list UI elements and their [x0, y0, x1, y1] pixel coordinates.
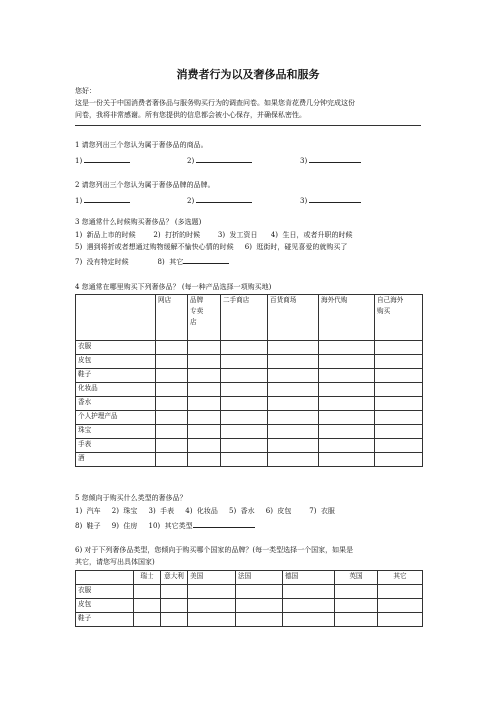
q1-answer-3: 3) [300, 155, 361, 166]
header-overseas-agent: 海外代购 [319, 295, 375, 341]
table-row: 酒 [76, 453, 423, 467]
other-type-blank[interactable] [193, 520, 255, 528]
answer-blank[interactable] [84, 195, 130, 203]
q1-answer-2: 2) [187, 155, 252, 166]
q3-question: 3 您通常什么时候购买奢侈品？ (多选题) [75, 218, 202, 226]
q5-question: 5 您倾向于购买什么类型的奢侈品？ [75, 494, 187, 502]
header-brand-store: 品牌 专卖 店 [188, 295, 221, 341]
other-blank[interactable] [183, 256, 229, 264]
header-france: 法国 [236, 571, 283, 585]
table-row: 皮包 [76, 355, 423, 369]
q2-answer-2: 2) [187, 195, 252, 206]
answer-blank[interactable] [84, 155, 130, 163]
header-buy-abroad: 自己海外 购买 [375, 295, 423, 341]
page-title: 消费者行为以及奢侈品和服务 [176, 68, 320, 81]
q3-options-line-1[interactable]: 1) 新品上市的时候 2) 打折的时候 3) 发工资日 4) 生日，或者升职的时候 [75, 231, 353, 239]
header-usa: 美国 [188, 571, 236, 585]
table-row: 衣服 [76, 585, 423, 599]
q1-answer-1: 1) [75, 155, 130, 166]
greeting: 您好： [75, 87, 96, 95]
table-row: 鞋子 [76, 613, 423, 627]
header-second-hand: 二手商店 [221, 295, 268, 341]
q1-question: 1 请您列出三个您认为属于奢侈品的商品。 [75, 141, 208, 149]
q2-answer-1: 1) [75, 195, 130, 206]
q3-options-line-3[interactable]: 7) 没有特定时候 8) 其它 [75, 256, 229, 267]
q2-question: 2 请您列出三个您认为属于奢侈品牌的品牌。 [75, 181, 215, 189]
table-row: 珠宝 [76, 425, 423, 439]
table-row: 鞋子 [76, 369, 423, 383]
q5-options-line-2[interactable]: 8) 鞋子 9) 住房 10) 其它类型 [75, 520, 255, 531]
header-germany: 德国 [283, 571, 335, 585]
q6-question-line-1: 6) 对于下列奢侈品类型，您倾向于购买哪个国家的品牌？(每一类型选择一个国家，如果是 [75, 546, 354, 554]
intro-line-1: 这是一份关于中国消费者奢侈品与服务购买行为的调查问卷。如果您肯花费几分钟完成这份 [75, 99, 355, 107]
table-row: 手表 [76, 439, 423, 453]
header-other: 其它 [378, 571, 423, 585]
header-blank [76, 571, 134, 585]
table-row: 香水 [76, 397, 423, 411]
answer-blank[interactable] [309, 155, 361, 163]
header-online-store: 网店 [156, 295, 188, 341]
table-row: 衣服 [76, 341, 423, 355]
table-row: 化妆品 [76, 383, 423, 397]
header-uk: 英国 [335, 571, 378, 585]
table-row: 皮包 [76, 599, 423, 613]
header-blank [76, 295, 156, 341]
q2-answer-3: 3) [300, 195, 361, 206]
header-italy: 意大利 [161, 571, 188, 585]
answer-blank[interactable] [196, 155, 252, 163]
q3-options-line-2[interactable]: 5) 遇到将折或者想通过购物缓解不愉快心情的时候 6) 逛街时，碰见喜爱的就购买了 [75, 243, 348, 251]
intro-line-2: 问卷，我将非常感谢。所有您提供的信息都会被小心保存，并确保私密性。 [75, 111, 306, 119]
header-department-store: 百货商场 [268, 295, 319, 341]
q4-purchase-location-table [75, 294, 423, 467]
q4-question: 4 您通常在哪里购买下列奢侈品？ (每一种产品选择一项购买地) [75, 283, 272, 291]
answer-blank[interactable] [309, 195, 361, 203]
header-switzerland: 瑞士 [134, 571, 161, 585]
q5-options-line-1[interactable]: 1) 汽车 2) 珠宝 3) 手表 4) 化妆品 5) 香水 6) 皮包 7) 衣服 [75, 507, 335, 515]
table-row: 个人护理产品 [76, 411, 423, 425]
header-divider [75, 125, 421, 126]
q6-country-table [75, 570, 423, 627]
table-header-row [76, 571, 423, 585]
table-header-row [76, 295, 423, 341]
q6-question-line-2: 其它，请您写出具体国家) [75, 558, 155, 566]
answer-blank[interactable] [196, 195, 252, 203]
